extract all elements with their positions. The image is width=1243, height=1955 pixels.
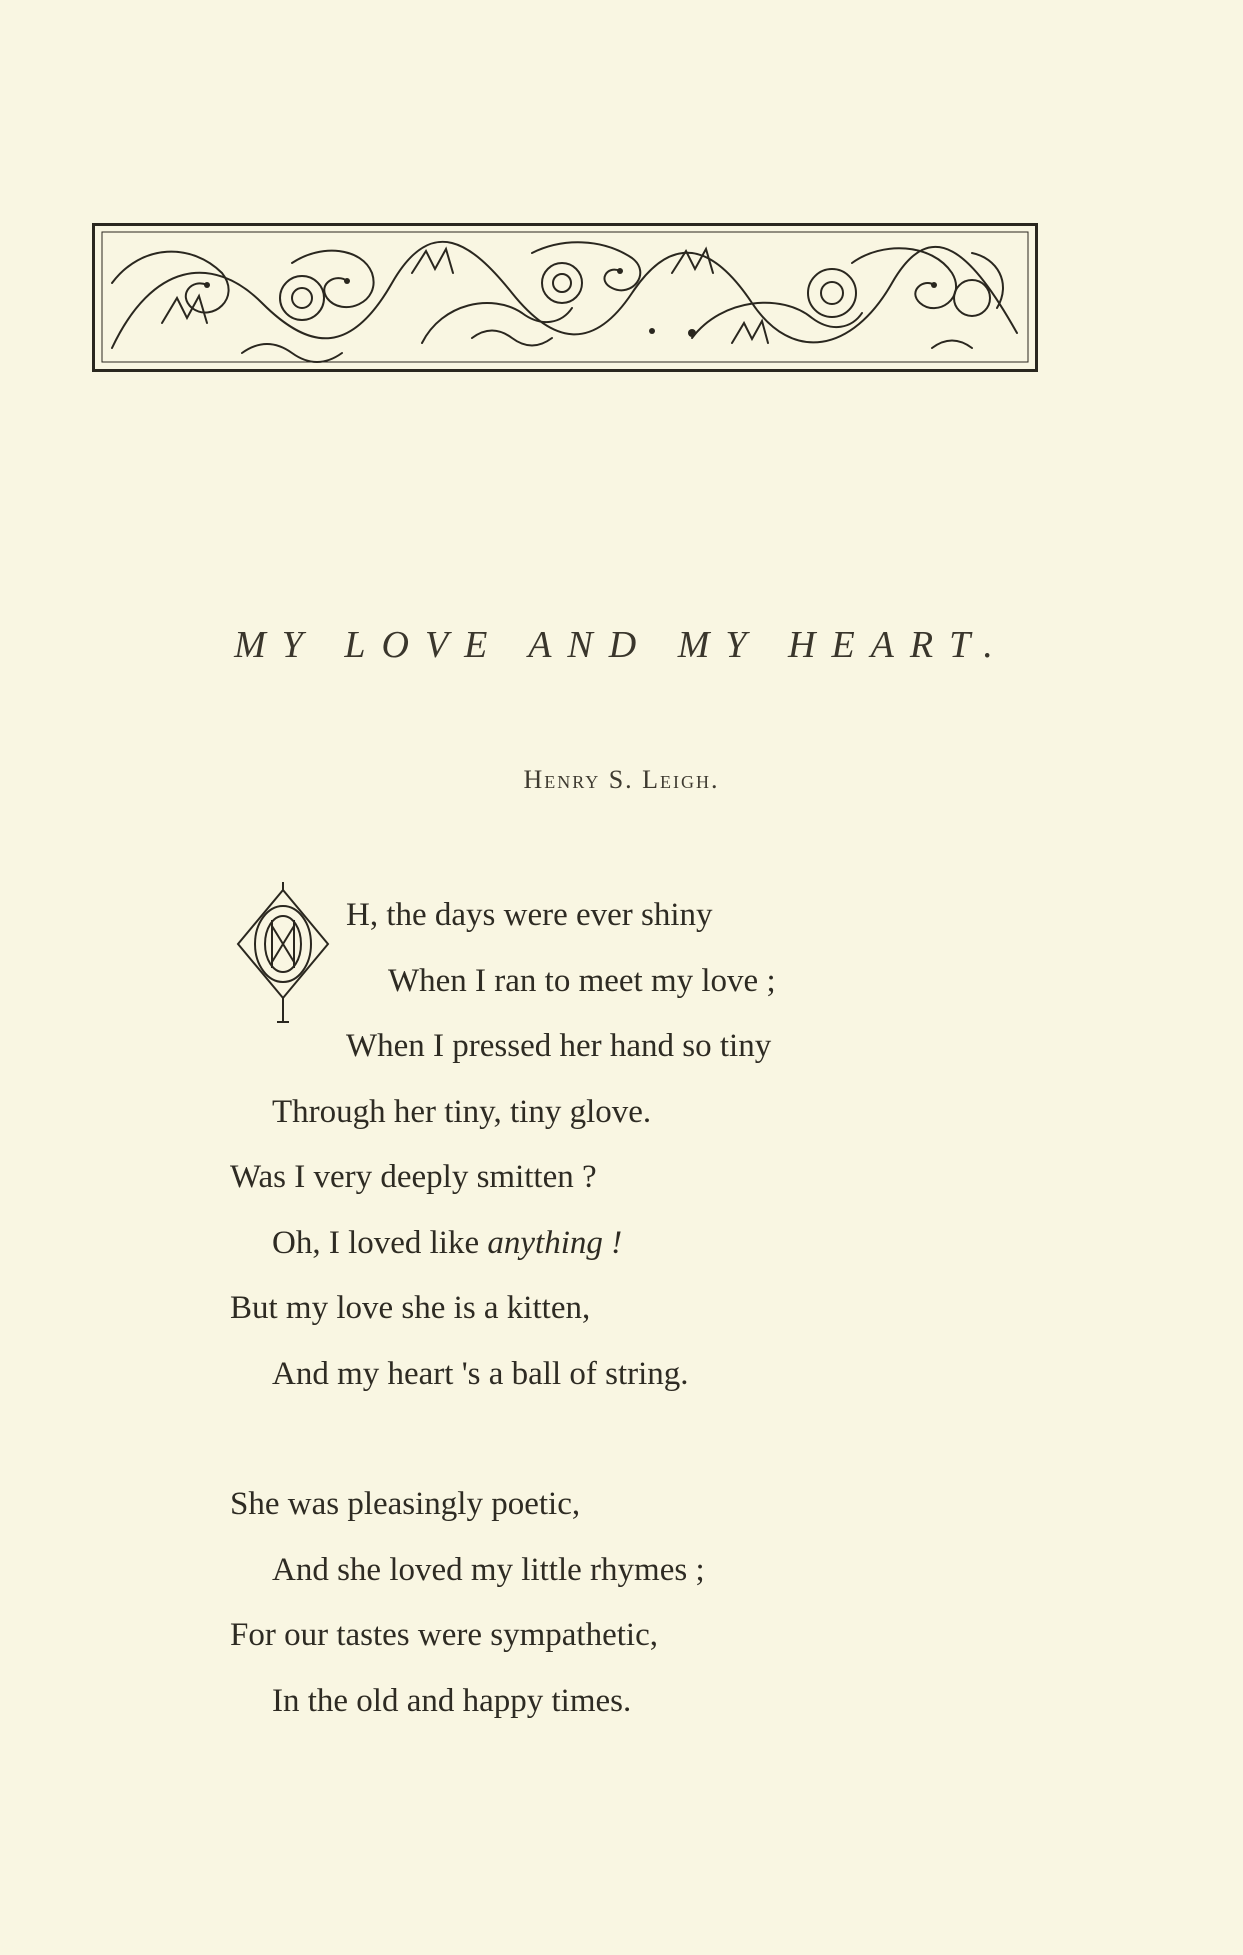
poem-author: Henry S. Leigh. — [523, 765, 720, 794]
poem-line: When I ran to meet my love ; — [388, 963, 776, 999]
poem-line: Through her tiny, tiny glove. — [272, 1094, 652, 1130]
poem-line: For our tastes were sympathetic, — [230, 1617, 658, 1653]
poem-line: When I pressed her hand so tiny — [346, 1028, 772, 1064]
poem-line-emphasis: anything ! — [487, 1225, 623, 1261]
poem-line: Was I very deeply smitten ? — [230, 1159, 597, 1195]
poem-line: In the old and happy times. — [272, 1683, 632, 1719]
poem-title: MY LOVE AND MY HEART. — [234, 624, 1009, 666]
poem-line: And my heart 's a ball of string. — [272, 1356, 689, 1392]
poem-line: H, the days were ever shiny — [346, 897, 713, 933]
poem-line: And she loved my little rhymes ; — [272, 1552, 705, 1588]
poem-line: She was pleasingly poetic, — [230, 1486, 581, 1522]
poem-line — [272, 1221, 622, 1265]
decorated-initial-O-icon — [230, 882, 336, 1030]
floral-scroll-headpiece — [92, 223, 1038, 374]
poem-line: But my love she is a kitten, — [230, 1290, 591, 1326]
poem-line-text: Oh, I loved like — [272, 1225, 488, 1261]
